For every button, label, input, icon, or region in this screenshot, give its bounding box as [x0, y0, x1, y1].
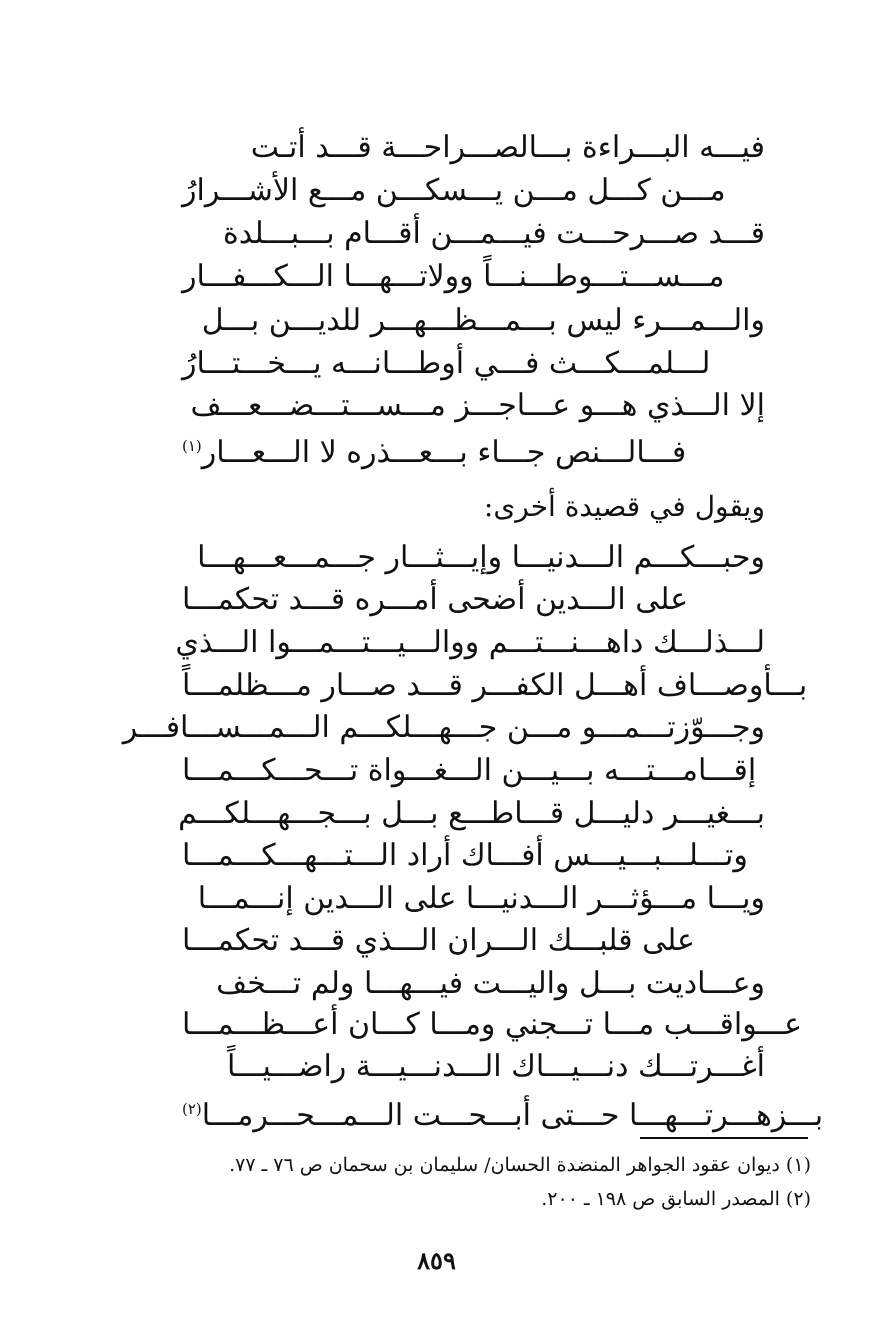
- verse-text: فـــالـــنص جـــاء بـــعـــذره لا الـــعـــار: [201, 435, 687, 470]
- footnote-divider: [640, 1137, 808, 1139]
- verse-line: ويـــا مـــؤثـــر الـــدنيـــا على الـــدين إنـــمـــا: [197, 881, 765, 916]
- verse-line: فيـــه البـــراءة بـــالصـــراحـــة قـــد أتـت: [250, 130, 765, 165]
- verse-line: إقـــامـــتـــه بـــيـــن الـــغـــواة تـــحـــكـــمـــا: [182, 753, 757, 788]
- verse-text: بـــزهـــرتـــهـــا حـــتى أبـــحـــت الـــمـــحـــرمـــا: [201, 1098, 824, 1133]
- verse-line: إلا الـــذي هـــو عـــاجـــز مـــســـتـــضـــعـــف: [190, 388, 765, 423]
- footnote-marker: (١): [182, 437, 202, 455]
- verse-line: وعـــاديت بـــل واليـــت فيـــهـــا ولم تـــخف: [216, 966, 765, 1001]
- intro-text: ويقول في قصيدة أخرى:: [483, 490, 765, 523]
- verse-line: وحبـــكـــم الـــدنيـــا وإيـــثـــار جـــمـــعـــهـــا: [197, 540, 765, 575]
- footnote-1: (١) ديوان عقود الجواهر المنضدة الحسان/ سليمان بن سحمان ص ٧٦ ـ ٧٧.: [229, 1154, 811, 1176]
- verse-line-with-footnote: [182, 426, 686, 473]
- verse-line: قـــد صـــرحـــت فيـــمـــن أقـــام بـــبـــلدة: [223, 216, 765, 251]
- footnote-marker: (٢): [182, 1100, 202, 1118]
- footnote-2: (٢) المصدر السابق ص ١٩٨ ـ ٢٠٠.: [541, 1188, 811, 1210]
- verse-line: بـــغيـــر دليـــل قـــاطـــع بـــل بـــجـــهـــلكـــم: [178, 796, 765, 831]
- verse-line: بـــأوصـــاف أهـــل الكفـــر قـــد صـــار مـــظلمـــاً: [182, 668, 808, 703]
- verse-line: على الـــدين أضحى أمـــره قـــد تحكمـــا: [182, 582, 689, 617]
- verse-line: وتـــلـــبـــيـــس أفـــاك أراد الـــتـــهـــكـــمـــا: [182, 838, 748, 873]
- verse-line: لـــلمـــكـــث فـــي أوطـــانـــه يـــخـــتـــارُ: [182, 346, 711, 381]
- verse-line: مـــســـتـــوطـــنـــاً وولاتـــهـــا الـــكـــفـــار: [182, 259, 725, 294]
- verse-line: لـــذلـــك داهـــنـــتـــم ووالـــيـــتـــمـــوا الـــذي: [175, 625, 765, 660]
- verse-line: وجـــوّزتـــمـــو مـــن جـــهـــلكـــم الـــمـــســـافـــر: [122, 710, 765, 745]
- verse-line: عـــواقـــب مـــا تـــجني ومـــا كـــان أعـــظـــمـــا: [182, 1007, 802, 1042]
- page-number: ٨٥٩: [417, 1246, 456, 1275]
- verse-line-with-footnote: [182, 1089, 823, 1136]
- verse-line: أغـــرتـــك دنـــيـــاك الـــدنـــيـــة راضـــيـــاً: [227, 1049, 765, 1084]
- verse-line: مـــن كـــل مـــن يـــسكـــن مـــع الأشـــرارُ: [182, 173, 726, 208]
- verse-line: على قلبـــك الـــران الـــذي قـــد تحكمـــا: [182, 923, 695, 958]
- verse-line: والـــمـــرء ليس بـــمـــظـــهـــر للديـــن بـــل: [201, 303, 765, 338]
